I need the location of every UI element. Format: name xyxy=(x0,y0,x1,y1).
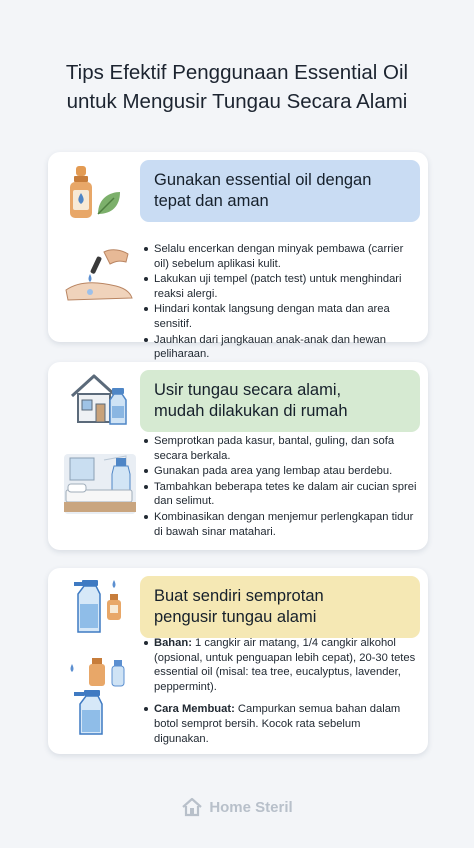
list-item: Selalu encerkan dengan minyak pembawa (carrier oil) sebelum aplikasi kulit. xyxy=(154,242,418,271)
house-logo-icon xyxy=(181,796,203,818)
footer-brand xyxy=(0,796,474,818)
card-safe-usage xyxy=(48,152,428,361)
card-1-bullets xyxy=(140,242,418,363)
house-icon xyxy=(68,370,130,430)
bedroom-icon xyxy=(60,450,140,518)
card-3-heading-line-1: Buat sendiri semprotan xyxy=(154,587,324,605)
method-text: Campurkan semua bahan dalam botol semprot bersih. Kocok rata sebelum digunakan. xyxy=(154,703,401,745)
card-1-heading xyxy=(140,160,420,222)
ingredients-label: Bahan: xyxy=(154,637,192,649)
card-1-heading-line-2: tepat dan aman xyxy=(154,192,269,210)
ingredients-text: 1 cangkir air matang, 1/4 cangkir alkohol (opsional, untuk penguapan lebih cepat), 20-30 tetes essential oil (misal: tea tree, eucalyptus, lavender, peppermint). xyxy=(154,637,416,693)
droplet-icon xyxy=(113,580,116,588)
leaf-icon xyxy=(98,192,120,214)
method-label: Cara Membuat: xyxy=(154,703,235,716)
spray-bottle-icon xyxy=(68,574,130,636)
dropper-bottle-icon xyxy=(68,164,124,228)
spray-bottle-icon xyxy=(110,388,126,424)
brand-name: Home Steril xyxy=(209,798,293,816)
card-3-heading xyxy=(140,576,420,638)
list-item xyxy=(154,636,418,694)
oil-vial-icon xyxy=(107,594,121,620)
card-2-heading-line-2: mudah dilakukan di rumah xyxy=(154,402,348,420)
title-line-2: untuk Mengusir Tungau Secara Alami xyxy=(66,90,408,113)
list-item: Semprotkan pada kasur, bantal, guling, dan sofa secara berkala. xyxy=(154,434,418,463)
card-3-items xyxy=(140,636,418,747)
card-diy-spray xyxy=(48,568,428,754)
list-item: Tambahkan beberapa tetes ke dalam air cucian sprei dan selimut. xyxy=(154,480,417,508)
list-item: Gunakan pada area yang lembap atau berdebu. xyxy=(154,464,418,479)
spray-bottle-icon xyxy=(62,654,138,736)
card-1-heading-line-1: Gunakan essential oil dengan xyxy=(154,171,372,189)
card-2-heading xyxy=(140,370,420,432)
list-item xyxy=(154,702,418,746)
card-2-bullets xyxy=(140,434,418,540)
list-item: Kombinasikan dengan menjemur perlengkapan tidur di bawah sinar matahari. xyxy=(154,510,418,539)
card-natural-removal xyxy=(48,362,428,550)
list-item: Jauhkan dari jangkauan anak-anak dan hewan peliharaan. xyxy=(154,333,418,362)
card-3-heading-line-2: pengusir tungau alami xyxy=(154,608,317,626)
title-line-1: Tips Efektif Penggunaan Essential Oil xyxy=(65,61,409,84)
page-title xyxy=(20,58,454,116)
hand-dropper-icon xyxy=(60,244,136,308)
list-item: Lakukan uji tempel (patch test) untuk menghindari reaksi alergi. xyxy=(154,272,418,301)
card-2-heading-line-1: Usir tungau secara alami, xyxy=(154,381,342,399)
list-item: Hindari kontak langsung dengan mata dan area sensitif. xyxy=(154,302,418,331)
